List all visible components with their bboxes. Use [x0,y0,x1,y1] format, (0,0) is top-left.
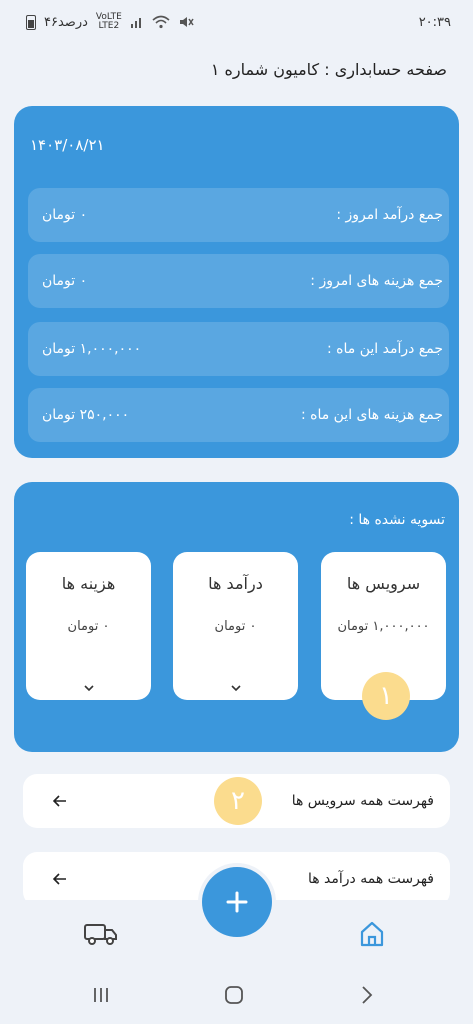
summary-label: جمع هزینه های این ماه : [300,407,443,423]
summary-value: ۱,۰۰۰,۰۰۰ تومان [42,341,142,357]
chevron-down-icon[interactable] [83,684,95,692]
summary-row-month-expense [28,388,449,442]
card-amount: ۰ تومان [67,619,110,634]
signal-icon [130,15,144,29]
card-title: هزینه ها [61,574,116,593]
add-button-circle[interactable] [202,867,272,937]
card-title: سرویس ها [346,574,421,593]
chevron-down-icon[interactable] [230,684,242,692]
home-icon[interactable] [358,920,386,948]
battery-text: ۴۶درصد [44,14,88,30]
summary-row-today-expense [28,254,449,308]
list-label: فهرست همه درآمد ها [307,871,434,887]
status-bar [0,0,473,44]
step-badge-2: ۲ [214,777,262,825]
mute-icon [178,15,194,29]
network-label: VoLTE LTE2 [95,12,122,31]
summary-label: جمع درآمد امروز : [336,207,443,223]
wifi-icon [152,15,170,29]
unsettled-title: تسویه نشده ها : [349,512,445,528]
clock: ۲۰:۳۹ [418,14,451,30]
list-label: فهرست همه سرویس ها [291,793,434,809]
summary-row-month-income [28,322,449,376]
summary-row-today-income [28,188,449,242]
summary-date: ۱۴۰۳/۰۸/۲۱ [30,136,105,154]
battery-icon [26,15,36,30]
summary-value: ۰ تومان [42,207,88,223]
card-amount: ۰ تومان [214,619,257,634]
card-amount: ۱,۰۰۰,۰۰۰ تومان [337,619,430,634]
plus-icon [226,891,248,913]
summary-value: ۰ تومان [42,273,88,289]
step-badge-1: ۱ [362,672,410,720]
page-title: صفحه حسابداری : کامیون شماره ۱ [210,60,447,79]
unsettled-income-card[interactable] [173,552,298,700]
status-left [26,13,194,31]
arrow-left-icon [53,795,67,807]
add-button[interactable] [198,863,276,941]
system-nav-bar [0,968,473,1024]
card-title: درآمد ها [208,574,263,593]
summary-label: جمع درآمد این ماه : [327,341,443,357]
recent-apps-icon[interactable] [92,986,110,1004]
summary-value: ۲۵۰,۰۰۰ تومان [42,407,130,423]
summary-card [14,106,459,458]
summary-label: جمع هزینه های امروز : [310,273,443,289]
home-nav-icon[interactable] [224,985,244,1005]
unsettled-expense-card[interactable] [26,552,151,700]
back-icon[interactable] [360,985,374,1005]
arrow-left-icon [53,873,67,885]
truck-icon[interactable] [84,922,118,946]
